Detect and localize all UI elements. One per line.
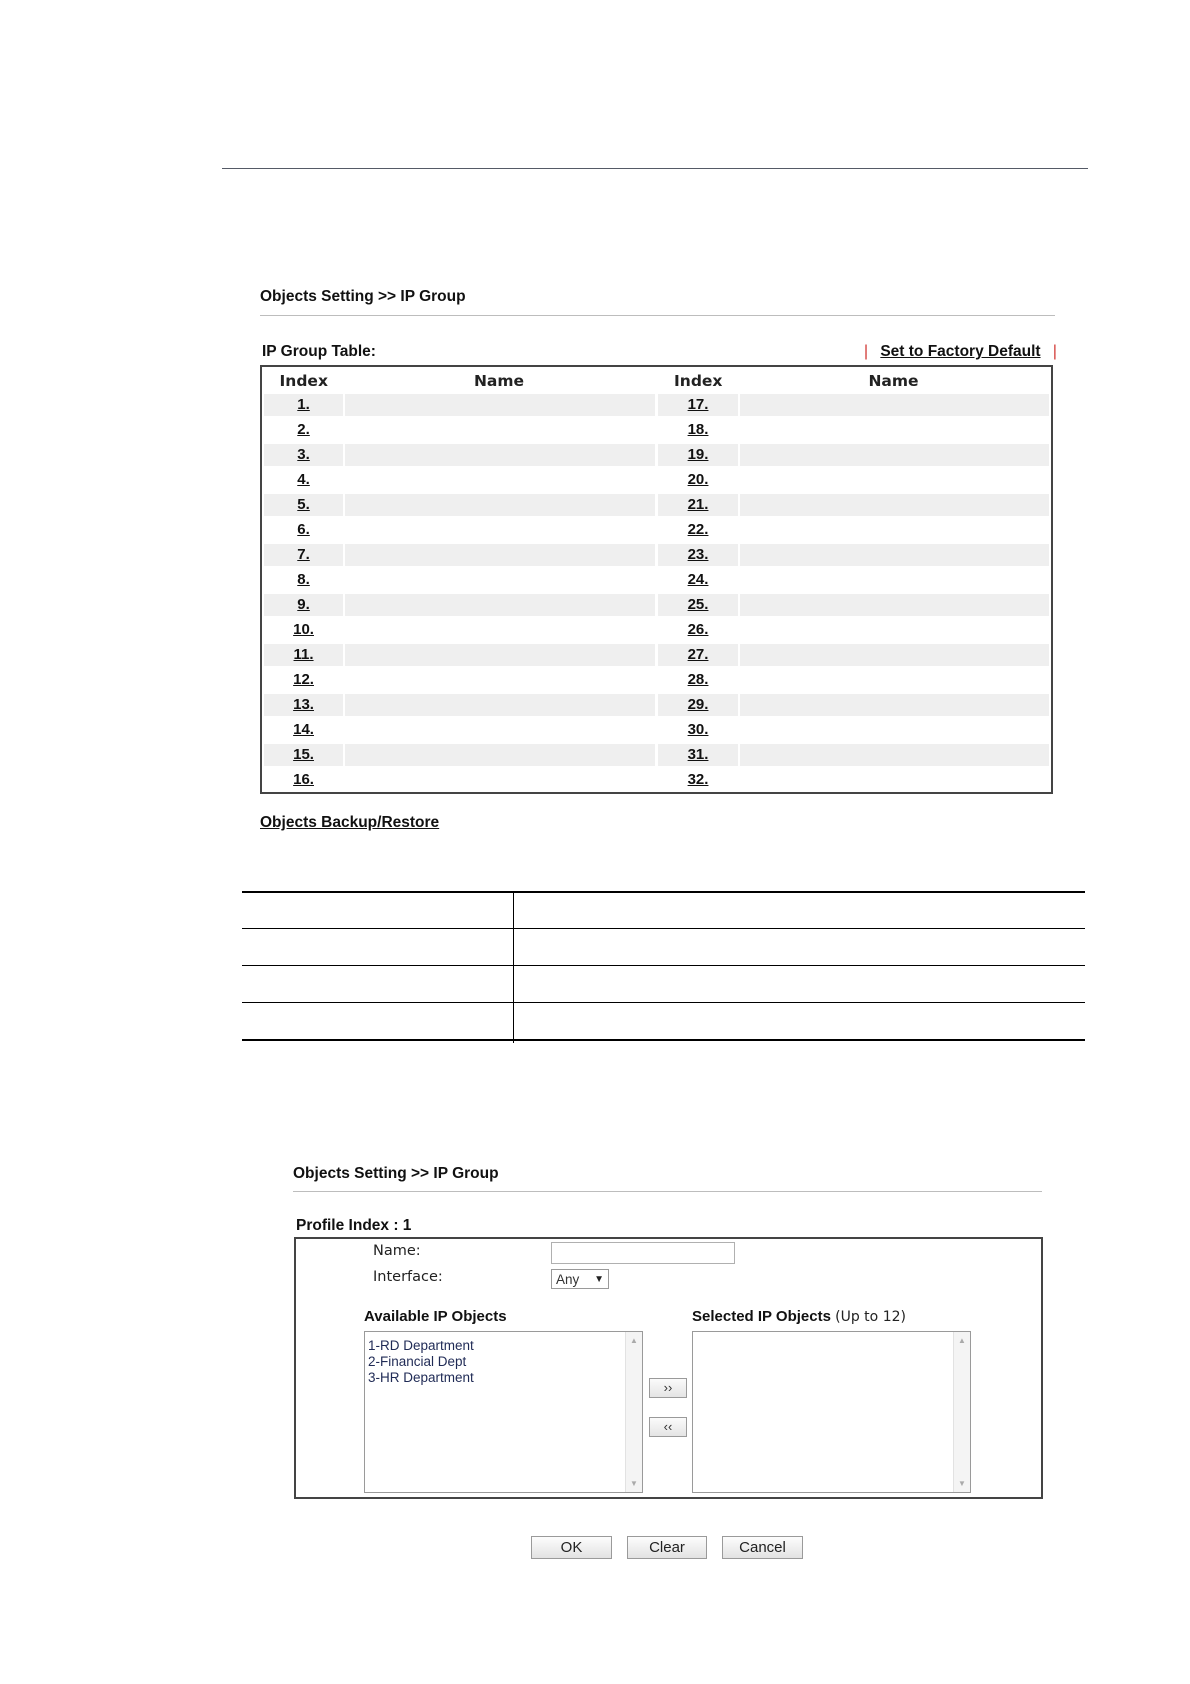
interface-select-value: Any bbox=[556, 1271, 580, 1287]
index-cell bbox=[264, 644, 343, 666]
index-cell bbox=[658, 644, 737, 666]
name-cell bbox=[740, 394, 1049, 416]
scroll-up-icon[interactable]: ▲ bbox=[630, 1336, 638, 1345]
name-cell bbox=[345, 769, 654, 791]
table-row bbox=[264, 543, 1049, 568]
group-index-link[interactable]: 5. bbox=[297, 496, 310, 513]
table-rule bbox=[242, 928, 1085, 929]
name-cell bbox=[345, 669, 654, 691]
selected-objects-title: Selected IP Objects bbox=[692, 1308, 831, 1325]
available-objects-list[interactable] bbox=[364, 1331, 643, 1493]
index-cell bbox=[264, 769, 343, 791]
index-cell bbox=[658, 519, 737, 541]
remove-selected-button[interactable]: ‹‹ bbox=[649, 1417, 687, 1437]
group-index-link[interactable]: 21. bbox=[687, 496, 709, 513]
title-divider bbox=[260, 315, 1055, 316]
name-cell bbox=[740, 719, 1049, 741]
group-index-link[interactable]: 22. bbox=[687, 521, 709, 538]
index-cell bbox=[264, 719, 343, 741]
name-cell bbox=[345, 719, 654, 741]
table-row bbox=[264, 743, 1049, 768]
index-cell bbox=[658, 769, 737, 791]
group-index-link[interactable]: 16. bbox=[293, 771, 314, 788]
table-row bbox=[264, 618, 1049, 643]
name-cell bbox=[740, 694, 1049, 716]
group-index-link[interactable]: 4. bbox=[297, 471, 310, 488]
scroll-down-icon[interactable]: ▼ bbox=[630, 1479, 638, 1488]
table-row bbox=[264, 493, 1049, 518]
set-factory-default-link[interactable]: Set to Factory Default bbox=[880, 343, 1041, 360]
group-index-link[interactable]: 13. bbox=[293, 696, 314, 713]
name-cell bbox=[345, 419, 654, 441]
group-index-link[interactable]: 9. bbox=[297, 596, 310, 613]
name-cell bbox=[740, 494, 1049, 516]
group-index-link[interactable]: 28. bbox=[687, 671, 709, 688]
name-input[interactable] bbox=[551, 1242, 735, 1264]
page-title: Objects Setting >> IP Group bbox=[260, 288, 466, 305]
interface-label: Interface: bbox=[373, 1269, 443, 1285]
name-label: Name: bbox=[373, 1243, 421, 1259]
description-table bbox=[242, 891, 1085, 1043]
index-cell bbox=[658, 594, 737, 616]
group-index-link[interactable]: 10. bbox=[293, 621, 314, 638]
table-row bbox=[264, 418, 1049, 443]
table-header bbox=[264, 369, 1049, 393]
scroll-down-icon[interactable]: ▼ bbox=[958, 1479, 966, 1488]
name-cell bbox=[345, 544, 654, 566]
group-index-link[interactable]: 32. bbox=[687, 771, 709, 788]
name-cell bbox=[740, 469, 1049, 491]
index-cell bbox=[658, 619, 737, 641]
chevron-down-icon: ▼ bbox=[594, 1273, 604, 1285]
name-cell bbox=[740, 519, 1049, 541]
available-objects-items bbox=[368, 1338, 474, 1386]
available-objects-label: Available IP Objects bbox=[364, 1308, 507, 1325]
name-cell bbox=[345, 619, 654, 641]
group-index-link[interactable]: 20. bbox=[687, 471, 709, 488]
name-cell bbox=[740, 594, 1049, 616]
index-cell bbox=[264, 569, 343, 591]
table-row bbox=[264, 393, 1049, 418]
name-cell bbox=[345, 494, 654, 516]
name-cell bbox=[740, 744, 1049, 766]
name-cell bbox=[740, 619, 1049, 641]
group-index-link[interactable]: 15. bbox=[293, 746, 314, 763]
group-index-link[interactable]: 18. bbox=[687, 421, 709, 438]
index-cell bbox=[658, 394, 737, 416]
index-cell bbox=[264, 394, 343, 416]
table-row bbox=[264, 718, 1049, 743]
group-index-link[interactable]: 12. bbox=[293, 671, 314, 688]
group-index-link[interactable]: 2. bbox=[297, 421, 310, 438]
index-cell bbox=[264, 694, 343, 716]
index-cell bbox=[658, 444, 737, 466]
table-column-divider bbox=[513, 891, 514, 1043]
table-row bbox=[264, 643, 1049, 668]
name-cell bbox=[345, 394, 654, 416]
index-cell bbox=[264, 494, 343, 516]
table-row bbox=[264, 568, 1049, 593]
list-item[interactable]: 1-RD Department bbox=[368, 1338, 474, 1353]
factory-default-bar bbox=[864, 343, 1057, 361]
header-index: Index bbox=[674, 372, 723, 390]
index-cell bbox=[658, 669, 737, 691]
header-index: Index bbox=[279, 372, 328, 390]
table-label: IP Group Table: bbox=[262, 343, 376, 360]
header-name: Name bbox=[868, 372, 919, 390]
table-rule bbox=[242, 965, 1085, 966]
group-index-link[interactable]: 6. bbox=[297, 521, 310, 538]
table-body bbox=[264, 393, 1049, 793]
name-cell bbox=[345, 569, 654, 591]
name-cell bbox=[345, 469, 654, 491]
table-rule bbox=[242, 1039, 1085, 1041]
name-cell bbox=[740, 419, 1049, 441]
index-cell bbox=[264, 469, 343, 491]
index-cell bbox=[658, 469, 737, 491]
scrollbar[interactable] bbox=[625, 1332, 642, 1492]
index-cell bbox=[264, 544, 343, 566]
group-index-link[interactable]: 3. bbox=[297, 446, 310, 463]
group-index-link[interactable]: 14. bbox=[293, 721, 314, 738]
group-index-link[interactable]: 11. bbox=[293, 646, 314, 663]
table-row bbox=[264, 668, 1049, 693]
index-cell bbox=[264, 419, 343, 441]
header-name: Name bbox=[473, 372, 525, 390]
group-index-link[interactable]: 27. bbox=[687, 646, 709, 663]
profile-index-label: Profile Index : 1 bbox=[296, 1217, 412, 1234]
page-header-rule bbox=[222, 168, 1088, 169]
index-cell bbox=[658, 419, 737, 441]
index-cell bbox=[658, 719, 737, 741]
group-index-link[interactable]: 7. bbox=[297, 546, 310, 563]
name-cell bbox=[345, 694, 654, 716]
name-cell bbox=[345, 644, 654, 666]
table-row bbox=[264, 768, 1049, 793]
group-index-link[interactable]: 26. bbox=[687, 621, 709, 638]
table-row bbox=[264, 468, 1049, 493]
index-cell bbox=[658, 694, 737, 716]
scroll-up-icon[interactable]: ▲ bbox=[958, 1336, 966, 1345]
name-cell bbox=[740, 444, 1049, 466]
name-cell bbox=[740, 569, 1049, 591]
group-index-link[interactable]: 24. bbox=[687, 571, 709, 588]
table-row bbox=[264, 693, 1049, 718]
add-selected-button[interactable]: ›› bbox=[649, 1378, 687, 1398]
clear-button[interactable]: Clear bbox=[627, 1536, 707, 1559]
group-index-link[interactable]: 31. bbox=[687, 746, 709, 763]
group-index-link[interactable]: 25. bbox=[687, 596, 709, 613]
title-divider bbox=[293, 1191, 1042, 1192]
name-cell bbox=[740, 669, 1049, 691]
list-item[interactable]: 2-Financial Dept bbox=[368, 1354, 467, 1369]
ok-button[interactable]: OK bbox=[531, 1536, 612, 1559]
index-cell bbox=[264, 594, 343, 616]
selected-objects-limit: (Up to 12) bbox=[835, 1309, 906, 1325]
group-index-link[interactable]: 19. bbox=[687, 446, 709, 463]
table-row bbox=[264, 593, 1049, 618]
index-cell bbox=[264, 744, 343, 766]
group-index-link[interactable]: 29. bbox=[687, 696, 709, 713]
name-cell bbox=[345, 594, 654, 616]
name-cell bbox=[740, 769, 1049, 791]
index-cell bbox=[264, 444, 343, 466]
scrollbar[interactable] bbox=[953, 1332, 970, 1492]
name-cell bbox=[345, 519, 654, 541]
list-item[interactable]: 3-HR Department bbox=[368, 1370, 474, 1385]
index-cell bbox=[658, 744, 737, 766]
index-cell bbox=[264, 619, 343, 641]
selected-objects-list[interactable] bbox=[692, 1331, 971, 1493]
table-row bbox=[264, 518, 1049, 543]
name-cell bbox=[345, 744, 654, 766]
group-index-link[interactable]: 1. bbox=[297, 396, 310, 413]
separator: | bbox=[864, 343, 869, 360]
table-rule bbox=[242, 891, 1085, 893]
index-cell bbox=[264, 669, 343, 691]
group-index-link[interactable]: 8. bbox=[297, 571, 310, 588]
objects-backup-restore-link[interactable]: Objects Backup/Restore bbox=[260, 814, 440, 831]
group-index-link[interactable]: 17. bbox=[687, 396, 709, 413]
separator: | bbox=[1052, 343, 1057, 360]
ip-group-table bbox=[260, 365, 1053, 794]
cancel-button[interactable]: Cancel bbox=[722, 1536, 803, 1559]
table-rule bbox=[242, 1002, 1085, 1003]
name-cell bbox=[345, 444, 654, 466]
profile-page-title: Objects Setting >> IP Group bbox=[293, 1165, 499, 1182]
index-cell bbox=[264, 519, 343, 541]
selected-objects-label bbox=[692, 1308, 906, 1325]
interface-select[interactable] bbox=[551, 1269, 609, 1289]
table-row bbox=[264, 443, 1049, 468]
name-cell bbox=[740, 644, 1049, 666]
name-cell bbox=[740, 544, 1049, 566]
group-index-link[interactable]: 30. bbox=[687, 721, 709, 738]
index-cell bbox=[658, 494, 737, 516]
group-index-link[interactable]: 23. bbox=[687, 546, 709, 563]
index-cell bbox=[658, 544, 737, 566]
index-cell bbox=[658, 569, 737, 591]
